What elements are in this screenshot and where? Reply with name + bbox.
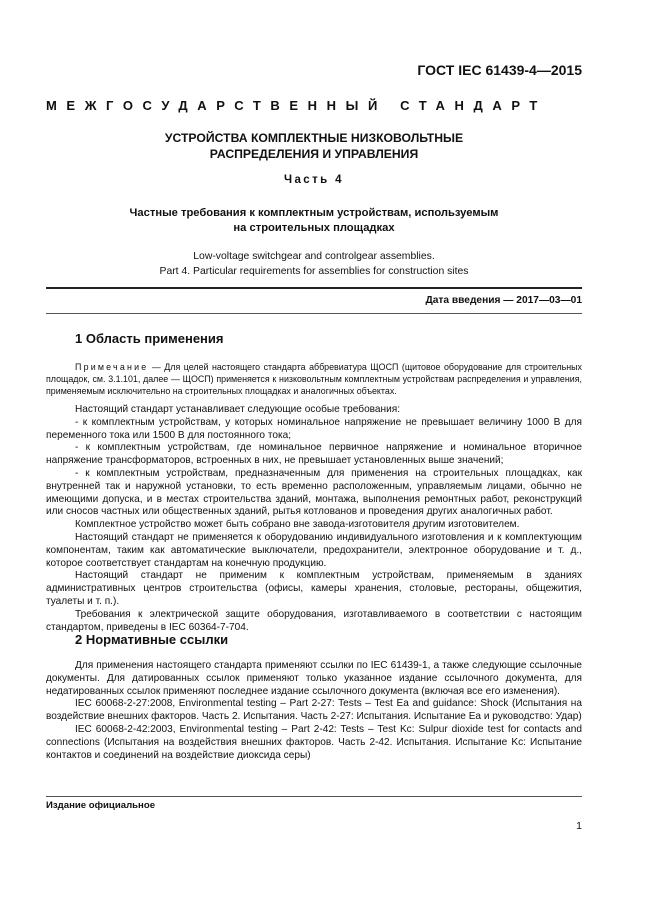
english-title bbox=[46, 249, 582, 279]
paragraph: - к комплектным устройствам, где номинальное первичное напряжение и номинальное вторичное напряжение трансформаторов, встроенных в них, не превышает установленных выше значений; bbox=[46, 442, 582, 467]
footer-divider bbox=[46, 796, 582, 797]
document-title bbox=[46, 130, 582, 162]
paragraph: Комплектное устройство может быть собрано вне завода-изготовителя другим изготовителем. bbox=[75, 519, 520, 531]
english-title-line-2: Part 4. Particular requirements for assemblies for construction sites bbox=[159, 266, 469, 277]
paragraph: Настоящий стандарт не применяется к оборудованию индивидуального изготовления и к комплектующим компонентам, таким как автоматические выключатели, предохранители, электронное оборудование и т. д., которое соответствует стандартам на конечную продукцию. bbox=[46, 531, 582, 569]
header-divider bbox=[46, 287, 582, 289]
title-line-2: РАСПРЕДЕЛЕНИЯ И УПРАВЛЕНИЯ bbox=[209, 147, 419, 161]
subtitle-line-2: на строительных площадках bbox=[233, 222, 395, 234]
paragraph: - к комплектным устройствам, у которых номинальное напряжение не превышает величину 1000 В для переменного тока или 1500 В для постоянного тока; bbox=[46, 416, 582, 441]
section-2-body bbox=[46, 660, 582, 762]
introduction-date: Дата введения — 2017—03—01 bbox=[425, 295, 582, 306]
paragraph: Для применения настоящего стандарта применяют ссылки по IEC 61439-1, а также следующие ссылочные документы. Для датированных ссылок применяют только указанное издание ссылочного документа, для недатированных ссылок применяют последнее издание ссылочного документа (включая все его изменения). bbox=[46, 660, 582, 697]
paragraph: Настоящий стандарт не применим к комплектным устройствам, применяемым в зданиях административных центров строительства (офисы, камеры хранения, столовые, рестораны, общежития, туалеты и т. п.). bbox=[46, 570, 582, 607]
subtitle-line-1: Частные требования к комплектным устройствам, используемым bbox=[129, 207, 499, 219]
page-number: 1 bbox=[576, 820, 582, 832]
document-code: ГОСТ IEC 61439-4—2015 bbox=[417, 62, 582, 78]
date-divider bbox=[46, 313, 582, 314]
section-1-heading: 1 Область применения bbox=[75, 331, 224, 346]
paragraph: IEC 60068-2-42:2003, Environmental testing – Part 2-42: Tests – Test Kc: Sulpur dioxide test for contacts and connections (Испытания на воздействия внешних факторов. Часть 2-42. Испытания. Испытание Kc: Испытание контактов и соединений на воздействие диоксида серы) bbox=[46, 723, 582, 761]
note-label: Примечание bbox=[75, 362, 149, 372]
official-edition-label: Издание официальное bbox=[46, 800, 156, 811]
note-text: — Для целей настоящего стандарта аббревиатура ЩОСП (щитовое оборудование для строительных площадок, см. 3.1.101, далее — ЩОСП) применяется к низковольтным комплектным устройствам распределения и управления, применяемым исключительно на строительных площадках и аналогичных объектах. bbox=[46, 362, 582, 396]
paragraph: IEC 60068-2-27:2008, Environmental testing – Part 2-27: Tests – Test Ea and guidance: Shock (Испытания на воздействие внешних факторов. Часть 2. Испытания. Часть 2-27: Испытания. Испытание Ea и руководство: Удар) bbox=[46, 698, 582, 723]
section-1-body bbox=[46, 404, 582, 634]
part-label: Часть 4 bbox=[284, 174, 344, 186]
title-line-1: УСТРОЙСТВА КОМПЛЕКТНЫЕ НИЗКОВОЛЬТНЫЕ bbox=[164, 131, 464, 145]
standard-type-header: МЕЖГОСУДАРСТВЕННЫЙ СТАНДАРТ bbox=[46, 98, 547, 113]
document-subtitle bbox=[46, 206, 582, 236]
paragraph: Требования к электрической защите оборудования, изготавливаемого в соответствии с настоящим стандартом, приведены в IEC 60364-7-704. bbox=[46, 608, 582, 633]
section-2-heading: 2 Нормативные ссылки bbox=[75, 632, 229, 647]
paragraph: Настоящий стандарт устанавливает следующие особые требования: bbox=[75, 404, 401, 415]
paragraph: - к комплектным устройствам, предназначенным для применения на строительных площадках, как внутренней так и наружной установки, то есть временно расположенным, управляемым лицами, обычно не имеющими допуска, и в местах строительства зданий, монтажа, выполнения ремонтных работ, реконструкций или сносов частных или общественных зданий, рытья котлованов и проведения других аналогичных работ. bbox=[46, 467, 582, 518]
english-title-line-1: Low-voltage switchgear and controlgear assemblies. bbox=[193, 251, 435, 262]
scope-note bbox=[46, 362, 582, 397]
